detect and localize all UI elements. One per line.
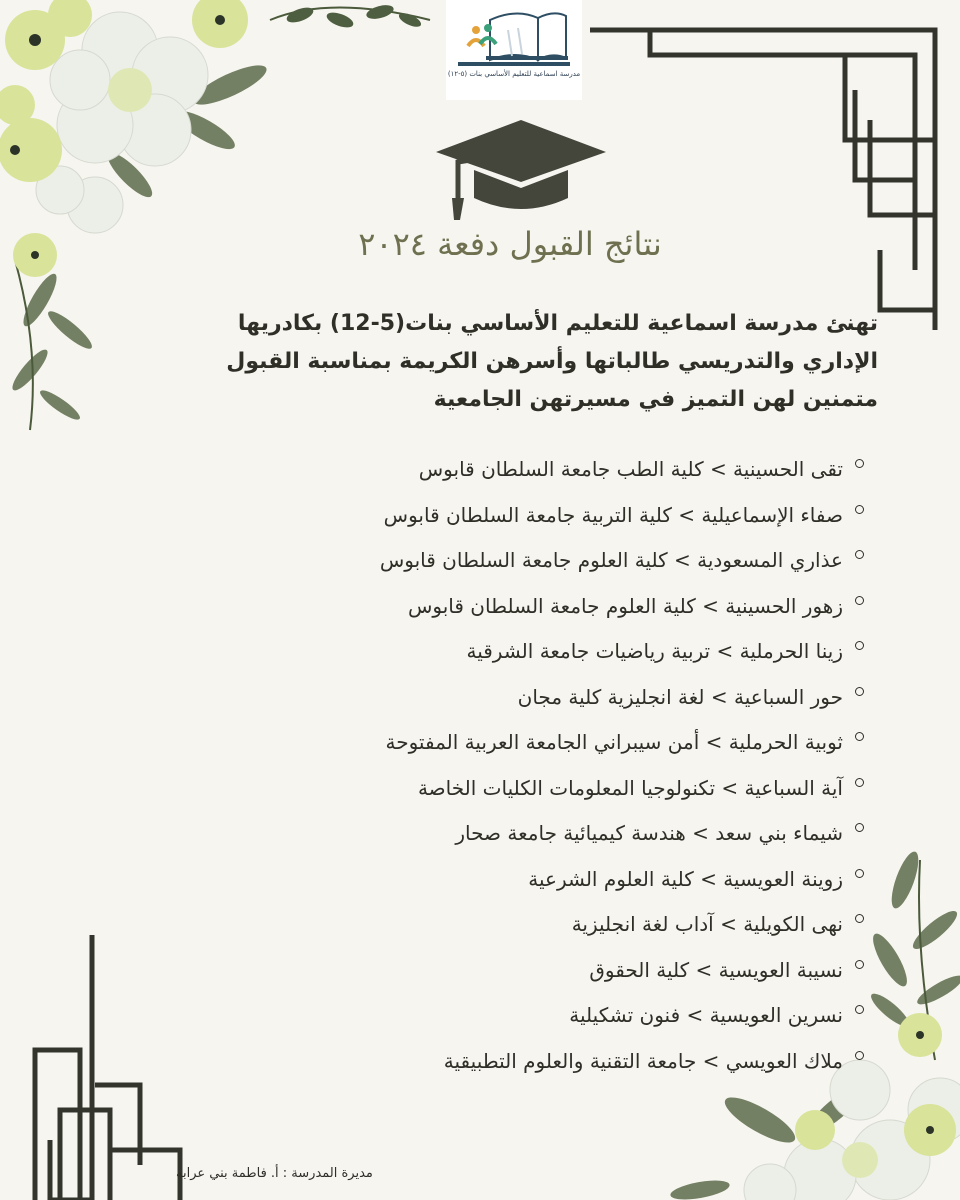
logo-caption: مدرسة اسماعية للتعليم الأساسي بنات (٥-١٢) [447, 70, 581, 78]
bullet-icon [855, 596, 864, 605]
bullet-icon [855, 459, 864, 468]
bullet-icon [855, 960, 864, 969]
list-item: عذاري المسعودية > كلية العلوم جامعة السلطان قابوس [264, 541, 864, 587]
list-item: حور السباعية > لغة انجليزية كلية مجان [264, 678, 864, 724]
bullet-icon [855, 732, 864, 741]
bullet-icon [855, 1051, 864, 1060]
list-item: زوينة العويسية > كلية العلوم الشرعية [264, 860, 864, 906]
results-list [264, 450, 864, 1087]
intro-line: الإداري والتدريسي طالباتها وأسرهن الكريمة بمناسبة القبول [226, 349, 878, 374]
bullet-icon [855, 687, 864, 696]
bullet-icon [855, 550, 864, 559]
graduation-cap-icon [436, 120, 606, 225]
list-item: آية السباعية > تكنولوجيا المعلومات الكليات الخاصة [264, 769, 864, 815]
intro-line: تهنئ مدرسة اسماعية للتعليم الأساسي بنات(5-12) بكادريها [237, 311, 878, 336]
list-item: نهى الكويلية > آداب لغة انجليزية [264, 905, 864, 951]
principal-signature: مديرة المدرسة : أ. فاطمة بني عرابه [176, 1166, 373, 1181]
list-item: نسرين العويسية > فنون تشكيلية [264, 996, 864, 1042]
congratulation-message [138, 305, 878, 419]
list-item: تقى الحسينية > كلية الطب جامعة السلطان قابوس [264, 450, 864, 496]
bullet-icon [855, 914, 864, 923]
bullet-icon [855, 823, 864, 832]
school-logo [446, 0, 582, 100]
list-item: ملاك العويسي > جامعة التقنية والعلوم التطبيقية [264, 1042, 864, 1088]
bullet-icon [855, 1005, 864, 1014]
list-item: نسيبة العويسية > كلية الحقوق [264, 951, 864, 997]
page-title: نتائج القبول دفعة ٢٠٢٤ [358, 225, 662, 263]
list-item: شيماء بني سعد > هندسة كيميائية جامعة صحار [264, 814, 864, 860]
list-item: زهور الحسينية > كلية العلوم جامعة السلطان قابوس [264, 587, 864, 633]
bullet-icon [855, 505, 864, 514]
list-item: صفاء الإسماعيلية > كلية التربية جامعة السلطان قابوس [264, 496, 864, 542]
list-item: ثوبية الحرملية > أمن سيبراني الجامعة العربية المفتوحة [264, 723, 864, 769]
book-logo-icon [446, 0, 582, 70]
intro-line: متمنين لهن التميز في مسيرتهن الجامعية [433, 387, 878, 412]
bullet-icon [855, 869, 864, 878]
bullet-icon [855, 778, 864, 787]
bullet-icon [855, 641, 864, 650]
list-item: زينا الحرملية > تربية رياضيات جامعة الشرقية [264, 632, 864, 678]
